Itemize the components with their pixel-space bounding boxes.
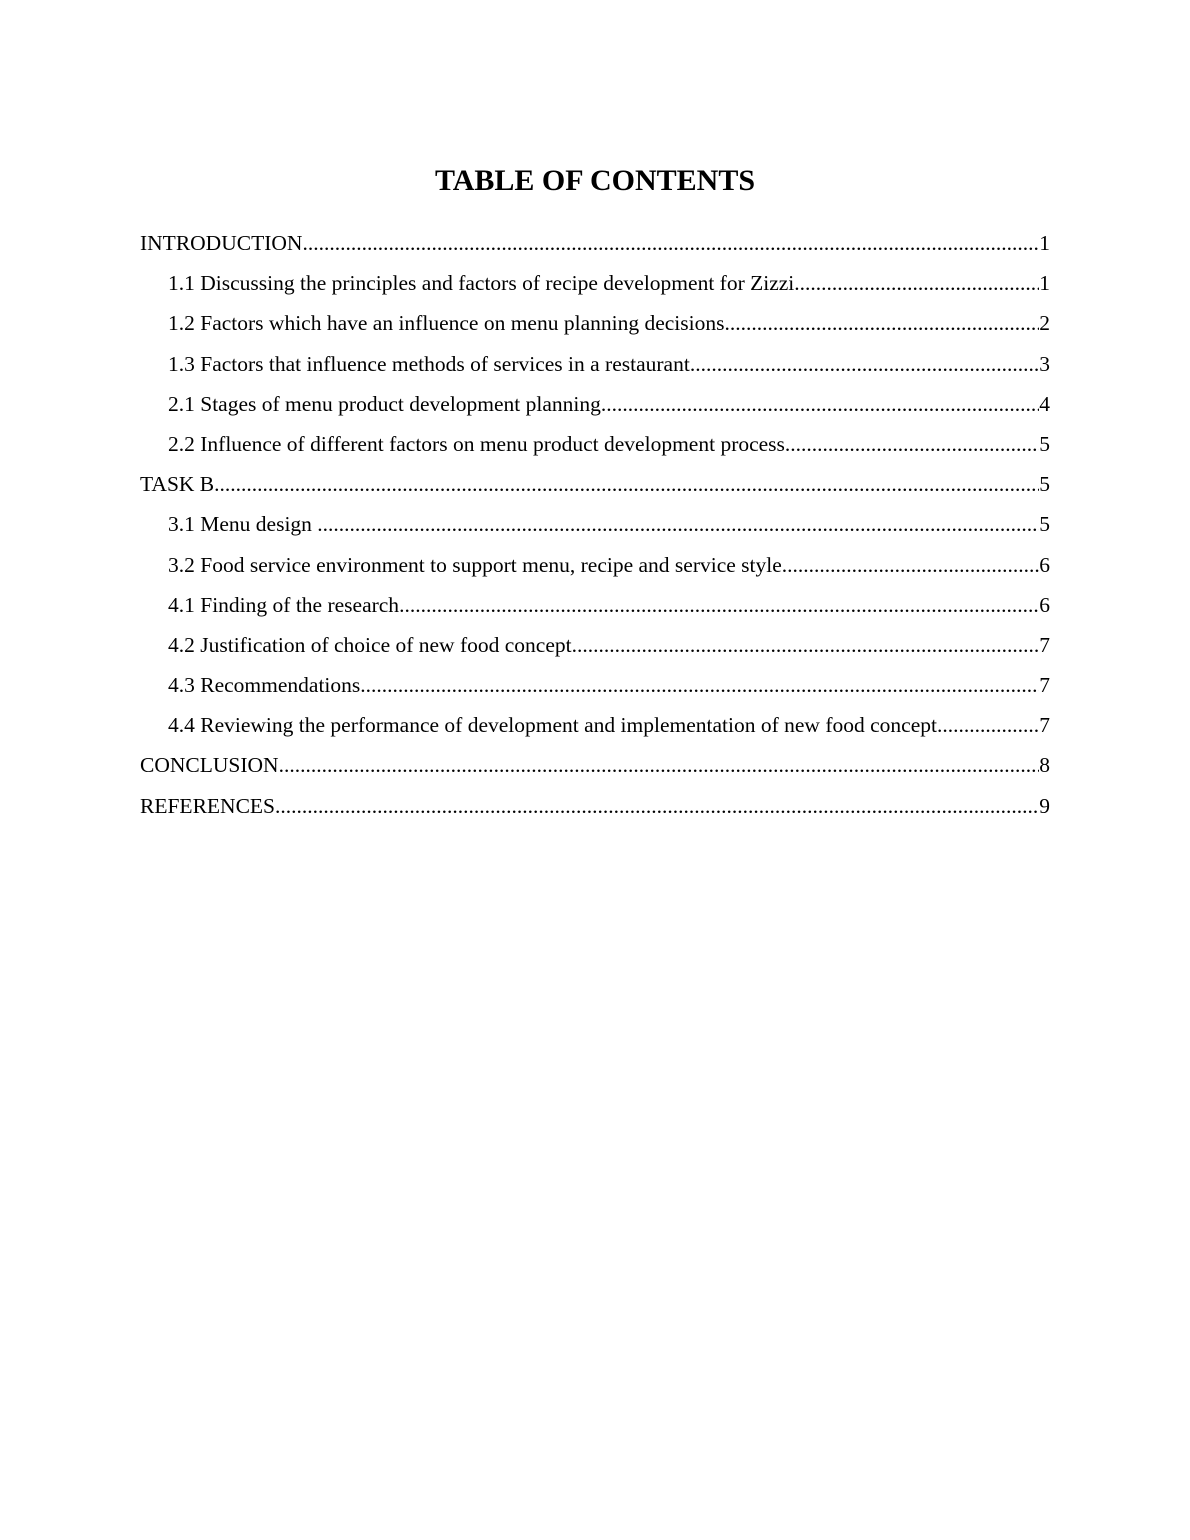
toc-entry-text: 4.1 Finding of the research	[168, 592, 400, 617]
toc-page-number: 6	[1039, 552, 1050, 577]
toc-entry-text: CONCLUSION	[140, 753, 279, 778]
toc-page-number: 5	[1039, 512, 1050, 537]
toc-entry-text: TASK B	[140, 472, 215, 497]
toc-entry-text: 3.2 Food service environment to support menu, recipe and service style	[168, 552, 782, 577]
toc-page-number: 1	[1039, 231, 1050, 255]
toc-list	[140, 225, 1050, 828]
toc-page-number: 9	[1039, 793, 1050, 818]
toc-entry-1-2[interactable]	[140, 305, 1050, 345]
toc-page-number: 7	[1039, 713, 1050, 738]
toc-dot-leader	[317, 506, 1039, 542]
toc-dot-leader	[724, 305, 1039, 341]
toc-dot-leader	[360, 667, 1039, 703]
toc-entry-introduction[interactable]	[140, 225, 1050, 265]
toc-entry-task-b[interactable]	[140, 466, 1050, 506]
toc-page-number: 7	[1039, 632, 1050, 657]
toc-dot-leader	[399, 587, 1039, 623]
toc-entry-text: 4.4 Reviewing the performance of development and implementation of new food concept	[168, 713, 937, 738]
toc-page-number: 7	[1039, 673, 1050, 698]
toc-entry-text: 2.1 Stages of menu product development planning	[168, 391, 601, 416]
toc-entry-conclusion[interactable]	[140, 747, 1050, 787]
toc-entry-text: REFERENCES	[140, 793, 275, 818]
toc-page-number: 4	[1039, 391, 1050, 416]
toc-entry-3-1[interactable]	[140, 506, 1050, 546]
toc-page-number: 5	[1039, 472, 1050, 497]
toc-page-number: 1	[1039, 271, 1050, 296]
toc-entry-2-1[interactable]	[140, 386, 1050, 426]
toc-page-number: 3	[1039, 351, 1050, 376]
toc-entry-4-4[interactable]	[140, 707, 1050, 747]
toc-page-number: 5	[1039, 431, 1050, 456]
toc-entry-text: 4.3 Recommendations	[168, 673, 361, 698]
toc-entry-text: INTRODUCTION	[140, 231, 303, 255]
toc-dot-leader	[785, 426, 1039, 462]
toc-entry-text: 1.2 Factors which have an influence on menu planning decisions	[168, 311, 725, 336]
toc-dot-leader	[572, 627, 1040, 663]
toc-entry-2-2[interactable]	[140, 426, 1050, 466]
toc-entry-4-1[interactable]	[140, 587, 1050, 627]
toc-entry-4-2[interactable]	[140, 627, 1050, 667]
toc-entry-4-3[interactable]	[140, 667, 1050, 707]
page-title: TABLE OF CONTENTS	[434, 164, 756, 197]
toc-entry-text: 1.1 Discussing the principles and factors of recipe development for Zizzi	[168, 271, 795, 296]
toc-dot-leader	[937, 707, 1039, 743]
toc-page-number: 6	[1039, 592, 1050, 617]
toc-entry-1-1[interactable]	[140, 265, 1050, 305]
toc-dot-leader	[794, 265, 1039, 301]
toc-entry-1-3[interactable]	[140, 346, 1050, 386]
toc-dot-leader	[601, 386, 1039, 422]
toc-dot-leader	[782, 547, 1039, 583]
toc-entry-text: 1.3 Factors that influence methods of services in a restaurant	[168, 351, 690, 376]
toc-page-number: 2	[1039, 311, 1050, 336]
toc-dot-leader	[690, 346, 1039, 382]
toc-entry-text: 2.2 Influence of different factors on menu product development process	[168, 431, 785, 456]
toc-dot-leader	[279, 747, 1040, 783]
toc-dot-leader	[275, 788, 1039, 824]
toc-dot-leader	[302, 225, 1039, 261]
toc-entry-references[interactable]	[140, 788, 1050, 828]
toc-dot-leader	[214, 466, 1039, 502]
toc-page-number: 8	[1039, 753, 1050, 778]
toc-entry-text: 3.1 Menu design	[168, 512, 318, 537]
toc-entry-text: 4.2 Justification of choice of new food concept	[168, 632, 572, 657]
toc-entry-3-2[interactable]	[140, 547, 1050, 587]
